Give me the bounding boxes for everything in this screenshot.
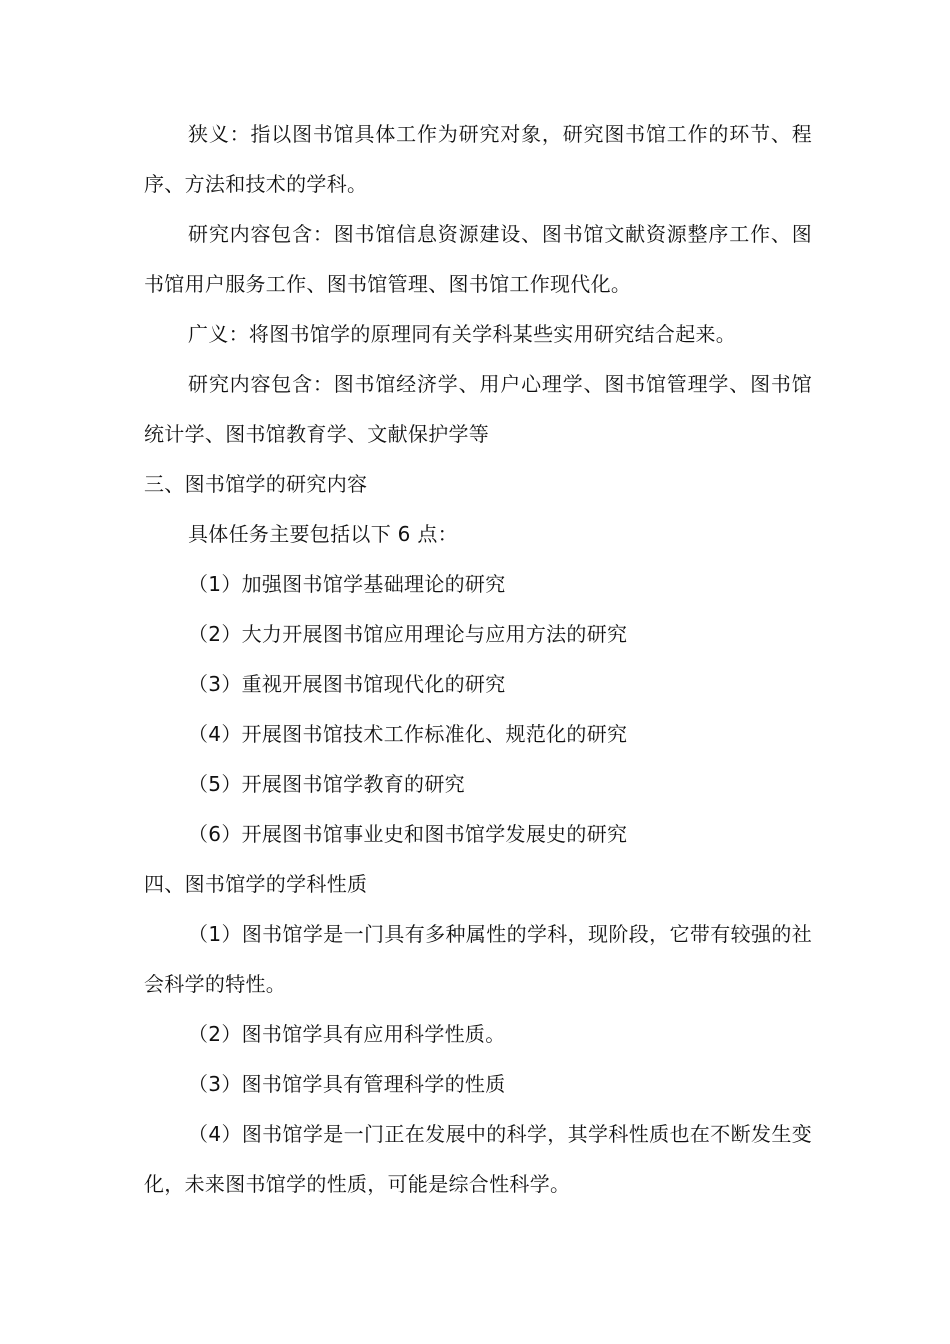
list-item: （3）图书馆学具有管理科学的性质 [188, 1072, 506, 1096]
list-item: （4）图书馆学是一门正在发展中的科学，其学科性质也在不断发生变化，未来图书馆学的性质，可能是综合性科学。 [144, 1122, 812, 1196]
section-heading-research-content: 三、图书馆学的研究内容 [144, 472, 368, 496]
list-item: （5）开展图书馆学教育的研究 [188, 772, 465, 796]
section-heading-discipline-nature: 四、图书馆学的学科性质 [144, 872, 368, 896]
paragraph-broad-definition: 广义：将图书馆学的原理同有关学科某些实用研究结合起来。 [188, 322, 737, 346]
paragraph-narrow-definition: 狭义：指以图书馆具体工作为研究对象，研究图书馆工作的环节、程序、方法和技术的学科。 [144, 122, 812, 196]
list-item: （1）图书馆学是一门具有多种属性的学科，现阶段，它带有较强的社会科学的特性。 [144, 922, 812, 996]
paragraph-broad-content: 研究内容包含：图书馆经济学、用户心理学、图书馆管理学、图书馆统计学、图书馆教育学、文献保护学等 [144, 372, 812, 446]
paragraph-narrow-content: 研究内容包含：图书馆信息资源建设、图书馆文献资源整序工作、图书馆用户服务工作、图书馆管理、图书馆工作现代化。 [144, 222, 812, 296]
list-item: （4）开展图书馆技术工作标准化、规范化的研究 [188, 722, 628, 746]
list-item: （6）开展图书馆事业史和图书馆学发展史的研究 [188, 822, 628, 846]
list-item: （2）大力开展图书馆应用理论与应用方法的研究 [188, 622, 628, 646]
list-item: （2）图书馆学具有应用科学性质。 [188, 1022, 506, 1046]
list-item: （3）重视开展图书馆现代化的研究 [188, 672, 506, 696]
section-intro: 具体任务主要包括以下 6 点： [188, 522, 458, 546]
list-item: （1）加强图书馆学基础理论的研究 [188, 572, 506, 596]
document-body [144, 109, 812, 1209]
